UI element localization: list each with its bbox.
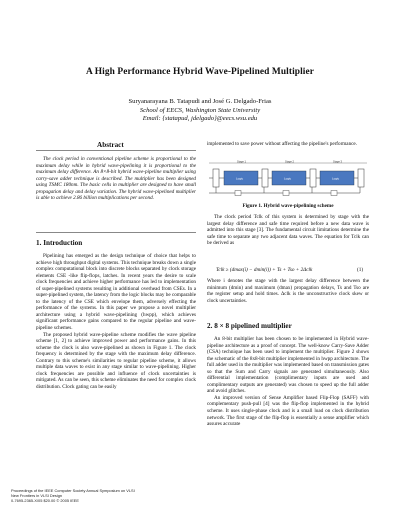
stage3-label: Stage 3 bbox=[333, 160, 342, 164]
section-2-body bbox=[207, 336, 369, 428]
logic-label-3: Logic bbox=[332, 176, 340, 181]
footer-line-1: Proceedings of the IEEE Computer Society Annual Symposium on VLSI bbox=[11, 488, 135, 493]
equation-1: Tclk ≥ (dmax(i) − dmin(i)) + Ts + Tso + 2Δclk bbox=[216, 267, 313, 273]
authors: Suryanarayana B. Tatapudi and José G. Delgado-Frias bbox=[128, 98, 272, 105]
footer-line-2: New Frontiers in VLSI Design bbox=[11, 492, 63, 498]
stage1-label: Stage 1 bbox=[237, 160, 246, 164]
figure-1 bbox=[207, 160, 369, 198]
register-3 bbox=[310, 169, 316, 187]
clock-delay-3 bbox=[331, 191, 337, 196]
register-1 bbox=[213, 169, 219, 187]
register-2 bbox=[262, 169, 268, 187]
register-4 bbox=[358, 169, 364, 187]
intro-heading: 1. Introduction bbox=[36, 239, 83, 247]
hybrid-wave-pipeline-diagram bbox=[207, 160, 369, 198]
affiliation: School of EECS, Washington State University bbox=[139, 106, 261, 114]
multiplier-paragraph-1: An 8-bit multiplier has been chosen to be implemented in Hybrid wave-pipeline architecture as a proof of concept. The well-know Carry-Save Adder (CSA) technique has been used to implement the multiplier. Figure 2 shows the schematic of the 8x8-bit multiplier implemented in hwpp architecture. The full adder used in the multiplier was implemented based on transmission gates so that the Sum and Carry signals are generated simultaneously. Also differential implementation (complimentary inputs are used and complimentary outputs are generated) was chosen to speed up the full adder and avoid glitches. bbox=[207, 336, 369, 395]
footer-line-3: 0-7695-2365-X/05 $20.00 © 2005 IEEE bbox=[11, 497, 79, 503]
proceedings-footer bbox=[11, 489, 135, 503]
clock-delay-2 bbox=[283, 191, 289, 196]
intro-paragraph-2: The proposed hybrid wave-pipeline scheme modifies the wave pipeline scheme [1, 2] to achieve improved power and performance gains. In this scheme the clock is also wave-pipelined as shown in Figure 1. The clock frequency is determined by the stage with the maximum delay difference. Contrary to this scheme's similarities to regular pipeline scheme, it allows multiple data waves to exist in any stage similar to wave-pipelining. Higher clock frequencies are possible and influence of clock uncertainties is mitigated. As can be seen, this scheme eliminates the need for complex clock distribution. Clock gating can be easily bbox=[36, 331, 196, 390]
author-block bbox=[0, 98, 400, 124]
logic-label-1: Logic bbox=[236, 176, 244, 181]
intro-body bbox=[36, 253, 196, 390]
abstract-top-rule bbox=[36, 150, 196, 151]
clock-period-paragraph: The clock period Tclk of this system is determined by stage with the largest delay difference and safe time required before a new data wave is admitted into this stage [3]. The fundamental circuit limitations determine the safe time to separate any two adjacent data waves. The equation for Tclk can be derived as bbox=[207, 214, 369, 247]
abstract-heading: Abstract bbox=[97, 141, 124, 149]
figure-1-caption: Figure 1. Hybrid wave-pipelining scheme bbox=[242, 203, 334, 209]
equation-1-number: (1) bbox=[357, 267, 364, 273]
intro-continued-paragraph: implemented to save power without affecting the pipeline's performance. bbox=[207, 141, 358, 147]
clock-paragraph-block bbox=[207, 214, 369, 247]
abstract-bottom-rule bbox=[36, 232, 196, 233]
where-paragraph-block bbox=[207, 278, 369, 304]
paper-title: A High Performance Hybrid Wave-Pipelined Multiplier bbox=[85, 67, 315, 77]
abstract-text: The clock period in conventional pipeline scheme is proportional to the maximum delay while in hybrid wave-pipelining it is proportional to the maximum delay difference. An 8×8-bit hybrid wave-pipeline multiplier using carry-save adder technique is described. The multiplier has been designed using TSMC 180nm. The basic cells in multiplier are designed to have small propagation delay and delay variation. The hybrid wave-pipelined multiplier is able to achieve 2.86 billion multiplications per second. bbox=[36, 156, 196, 202]
where-paragraph: Where i denotes the stage with the largest delay difference between the minimum (dmin) and maximum (dmax) propagation delays, Ts and Tso are the register setup and hold times. Δclk is the unconstructive clock skew or clock uncertainties. bbox=[207, 278, 369, 304]
email: Email: {statapud, jdelgado}@eecs.wsu.edu bbox=[142, 115, 258, 123]
multiplier-paragraph-2: An improved version of Sense Amplifier based Flip-Flop (SAFF) with complementary push-pull [4] was the flip-flop implemented in the hybrid scheme. It uses single-phase clock and is a small load on clock distribution network. The first stage of the flip-flop is essentially a sense amplifier which assures accurate bbox=[207, 394, 369, 428]
section-2-heading: 2. 8 × 8 pipelined multiplier bbox=[207, 322, 292, 330]
continued-text bbox=[207, 141, 369, 148]
logic-label-2: Logic bbox=[284, 176, 292, 181]
clock-delay-1 bbox=[235, 191, 241, 196]
intro-paragraph-1: Pipelining has emerged as the design technique of choice that helps to achieve high throughput digital systems. This technique breaks down a single complex computational block into discrete blocks separated by clock storage elements CSE -like flip-flops, latches. In recent years the desire to scale clock frequencies and achieve higher performance has led to implementation of super-pipelined systems resulting in additional overhead from CSEs. In a super-pipelined system, the latency from the logic blocks may be comparable to the latency of the CSE which envelope them, adversely effecting the performance of the systems. In this paper we propose a novel multiplier architecture using a hybrid wave-pipelining (hwpp), which achieves significant performance gains compared to the regular pipeline and wave-pipeline schemes. bbox=[36, 253, 196, 332]
stage2-label: Stage 2 bbox=[285, 160, 294, 164]
